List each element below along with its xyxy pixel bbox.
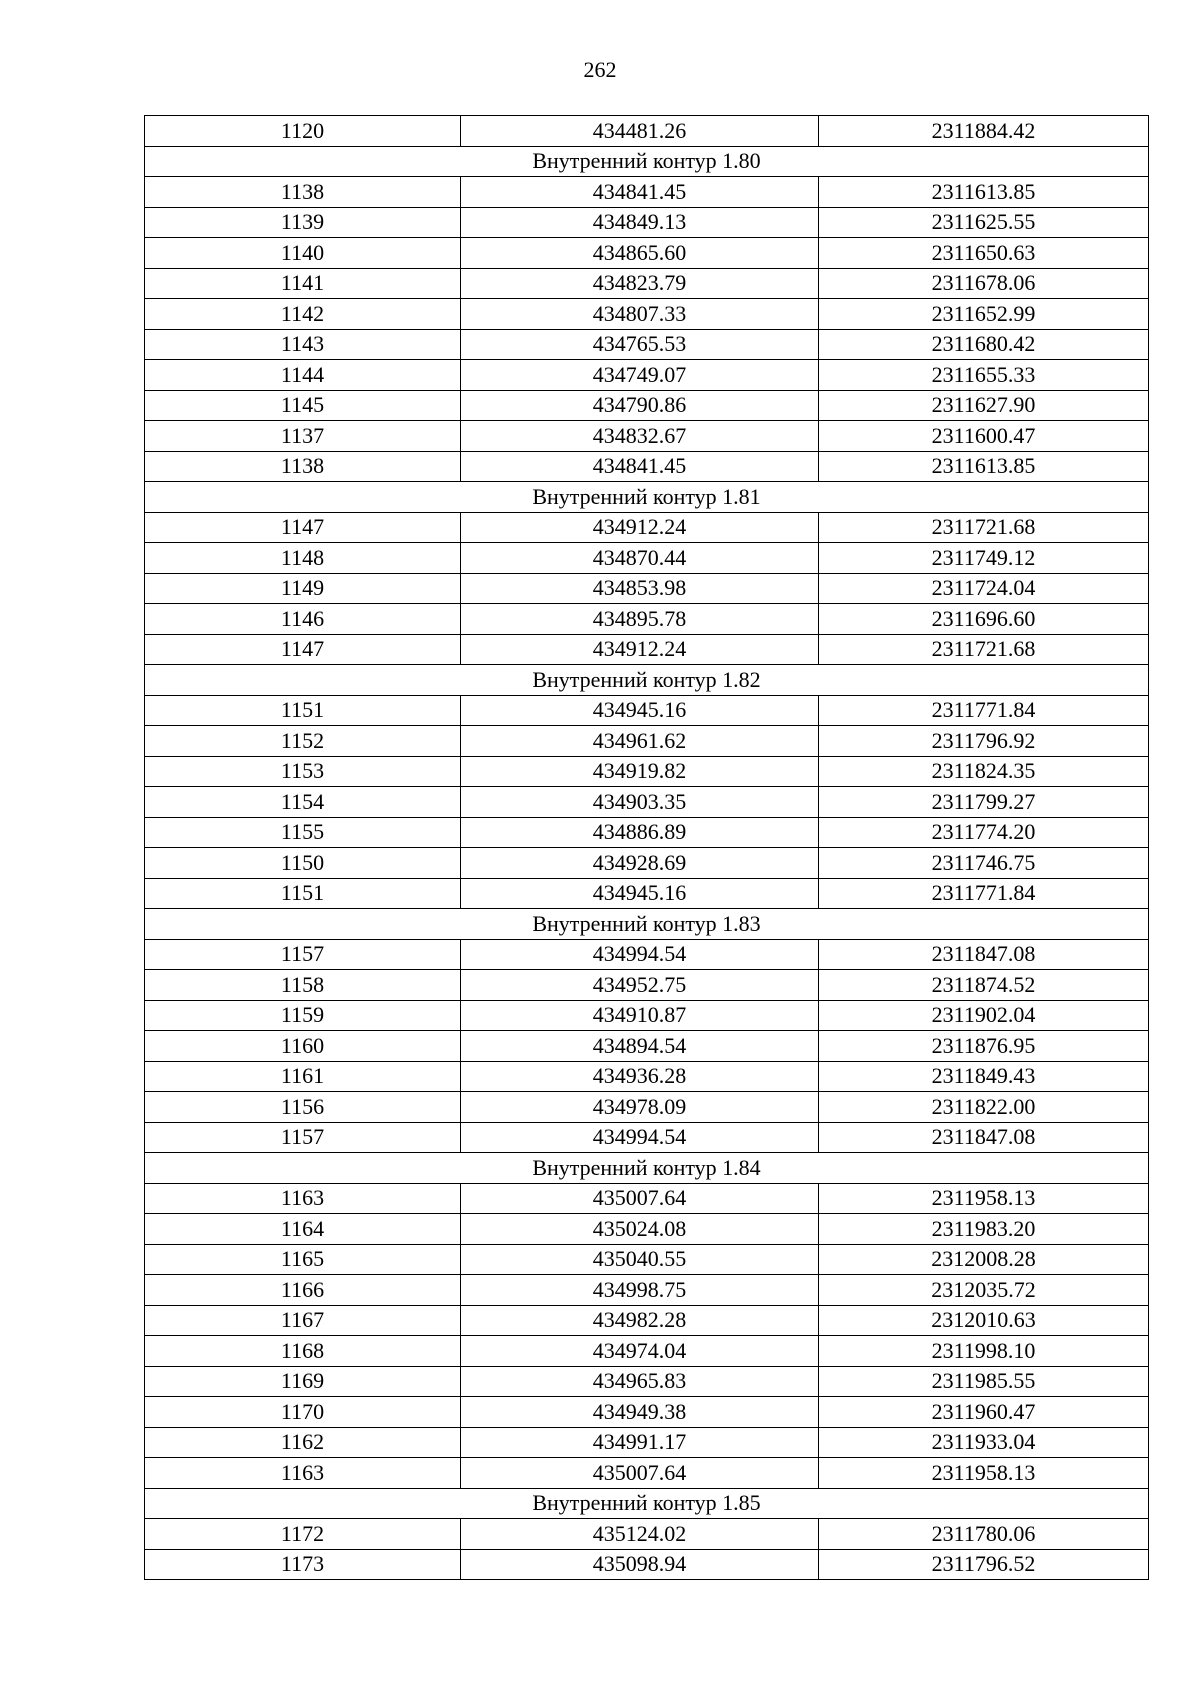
point-number-cell: 1150 bbox=[145, 848, 461, 879]
x-coordinate-cell: 434886.89 bbox=[461, 817, 819, 848]
point-number-cell: 1147 bbox=[145, 634, 461, 665]
y-coordinate-cell: 2311958.13 bbox=[819, 1458, 1149, 1489]
table-row bbox=[145, 451, 1149, 482]
table-row bbox=[145, 1366, 1149, 1397]
point-number-cell: 1141 bbox=[145, 268, 461, 299]
y-coordinate-cell: 2311822.00 bbox=[819, 1092, 1149, 1123]
x-coordinate-cell: 434841.45 bbox=[461, 177, 819, 208]
y-coordinate-cell: 2311613.85 bbox=[819, 177, 1149, 208]
x-coordinate-cell: 434994.54 bbox=[461, 1122, 819, 1153]
x-coordinate-cell: 435007.64 bbox=[461, 1458, 819, 1489]
x-coordinate-cell: 434974.04 bbox=[461, 1336, 819, 1367]
y-coordinate-cell: 2311849.43 bbox=[819, 1061, 1149, 1092]
table-row bbox=[145, 1519, 1149, 1550]
x-coordinate-cell: 434765.53 bbox=[461, 329, 819, 360]
y-coordinate-cell: 2312010.63 bbox=[819, 1305, 1149, 1336]
y-coordinate-cell: 2311799.27 bbox=[819, 787, 1149, 818]
y-coordinate-cell: 2311985.55 bbox=[819, 1366, 1149, 1397]
point-number-cell: 1151 bbox=[145, 878, 461, 909]
point-number-cell: 1154 bbox=[145, 787, 461, 818]
point-number-cell: 1169 bbox=[145, 1366, 461, 1397]
y-coordinate-cell: 2311625.55 bbox=[819, 207, 1149, 238]
point-number-cell: 1159 bbox=[145, 1000, 461, 1031]
x-coordinate-cell: 434945.16 bbox=[461, 878, 819, 909]
coordinates-table bbox=[144, 115, 1149, 1580]
point-number-cell: 1148 bbox=[145, 543, 461, 574]
point-number-cell: 1158 bbox=[145, 970, 461, 1001]
table-row bbox=[145, 726, 1149, 757]
x-coordinate-cell: 435040.55 bbox=[461, 1244, 819, 1275]
y-coordinate-cell: 2311771.84 bbox=[819, 878, 1149, 909]
point-number-cell: 1138 bbox=[145, 451, 461, 482]
y-coordinate-cell: 2311902.04 bbox=[819, 1000, 1149, 1031]
y-coordinate-cell: 2311749.12 bbox=[819, 543, 1149, 574]
section-title: Внутренний контур 1.81 bbox=[145, 482, 1149, 513]
table-row bbox=[145, 1458, 1149, 1489]
section-title: Внутренний контур 1.82 bbox=[145, 665, 1149, 696]
x-coordinate-cell: 434928.69 bbox=[461, 848, 819, 879]
table-row bbox=[145, 1305, 1149, 1336]
table-row bbox=[145, 1061, 1149, 1092]
table-row bbox=[145, 299, 1149, 330]
section-header-row bbox=[145, 146, 1149, 177]
point-number-cell: 1144 bbox=[145, 360, 461, 391]
table-row bbox=[145, 329, 1149, 360]
point-number-cell: 1156 bbox=[145, 1092, 461, 1123]
y-coordinate-cell: 2311874.52 bbox=[819, 970, 1149, 1001]
y-coordinate-cell: 2311613.85 bbox=[819, 451, 1149, 482]
point-number-cell: 1165 bbox=[145, 1244, 461, 1275]
x-coordinate-cell: 435007.64 bbox=[461, 1183, 819, 1214]
x-coordinate-cell: 434895.78 bbox=[461, 604, 819, 635]
y-coordinate-cell: 2311933.04 bbox=[819, 1427, 1149, 1458]
x-coordinate-cell: 434894.54 bbox=[461, 1031, 819, 1062]
table-row bbox=[145, 1549, 1149, 1580]
table-row bbox=[145, 634, 1149, 665]
section-header-row bbox=[145, 909, 1149, 940]
x-coordinate-cell: 434945.16 bbox=[461, 695, 819, 726]
x-coordinate-cell: 435024.08 bbox=[461, 1214, 819, 1245]
table-row bbox=[145, 512, 1149, 543]
y-coordinate-cell: 2311998.10 bbox=[819, 1336, 1149, 1367]
point-number-cell: 1152 bbox=[145, 726, 461, 757]
y-coordinate-cell: 2311652.99 bbox=[819, 299, 1149, 330]
section-title: Внутренний контур 1.80 bbox=[145, 146, 1149, 177]
y-coordinate-cell: 2311655.33 bbox=[819, 360, 1149, 391]
table-row bbox=[145, 787, 1149, 818]
y-coordinate-cell: 2311721.68 bbox=[819, 634, 1149, 665]
point-number-cell: 1157 bbox=[145, 1122, 461, 1153]
point-number-cell: 1173 bbox=[145, 1549, 461, 1580]
y-coordinate-cell: 2311824.35 bbox=[819, 756, 1149, 787]
y-coordinate-cell: 2311696.60 bbox=[819, 604, 1149, 635]
x-coordinate-cell: 434978.09 bbox=[461, 1092, 819, 1123]
y-coordinate-cell: 2311847.08 bbox=[819, 1122, 1149, 1153]
y-coordinate-cell: 2311600.47 bbox=[819, 421, 1149, 452]
point-number-cell: 1157 bbox=[145, 939, 461, 970]
table-row bbox=[145, 878, 1149, 909]
section-header-row bbox=[145, 1488, 1149, 1519]
table-row bbox=[145, 970, 1149, 1001]
x-coordinate-cell: 434991.17 bbox=[461, 1427, 819, 1458]
y-coordinate-cell: 2311746.75 bbox=[819, 848, 1149, 879]
x-coordinate-cell: 434936.28 bbox=[461, 1061, 819, 1092]
x-coordinate-cell: 434749.07 bbox=[461, 360, 819, 391]
point-number-cell: 1164 bbox=[145, 1214, 461, 1245]
table-row bbox=[145, 207, 1149, 238]
y-coordinate-cell: 2311771.84 bbox=[819, 695, 1149, 726]
section-header-row bbox=[145, 665, 1149, 696]
table-row bbox=[145, 1244, 1149, 1275]
table-row bbox=[145, 1122, 1149, 1153]
x-coordinate-cell: 434903.35 bbox=[461, 787, 819, 818]
coordinates-table-body bbox=[145, 116, 1149, 1580]
table-row bbox=[145, 1183, 1149, 1214]
point-number-cell: 1160 bbox=[145, 1031, 461, 1062]
x-coordinate-cell: 434949.38 bbox=[461, 1397, 819, 1428]
table-row bbox=[145, 604, 1149, 635]
table-row bbox=[145, 1275, 1149, 1306]
table-row bbox=[145, 1214, 1149, 1245]
x-coordinate-cell: 434982.28 bbox=[461, 1305, 819, 1336]
x-coordinate-cell: 435098.94 bbox=[461, 1549, 819, 1580]
point-number-cell: 1170 bbox=[145, 1397, 461, 1428]
y-coordinate-cell: 2311650.63 bbox=[819, 238, 1149, 269]
point-number-cell: 1155 bbox=[145, 817, 461, 848]
point-number-cell: 1138 bbox=[145, 177, 461, 208]
table-row bbox=[145, 360, 1149, 391]
table-row bbox=[145, 1031, 1149, 1062]
point-number-cell: 1161 bbox=[145, 1061, 461, 1092]
x-coordinate-cell: 434865.60 bbox=[461, 238, 819, 269]
y-coordinate-cell: 2311724.04 bbox=[819, 573, 1149, 604]
y-coordinate-cell: 2311796.52 bbox=[819, 1549, 1149, 1580]
x-coordinate-cell: 434823.79 bbox=[461, 268, 819, 299]
y-coordinate-cell: 2312035.72 bbox=[819, 1275, 1149, 1306]
y-coordinate-cell: 2311958.13 bbox=[819, 1183, 1149, 1214]
section-header-row bbox=[145, 482, 1149, 513]
y-coordinate-cell: 2311876.95 bbox=[819, 1031, 1149, 1062]
table-row bbox=[145, 543, 1149, 574]
x-coordinate-cell: 434870.44 bbox=[461, 543, 819, 574]
point-number-cell: 1143 bbox=[145, 329, 461, 360]
x-coordinate-cell: 434912.24 bbox=[461, 634, 819, 665]
y-coordinate-cell: 2311847.08 bbox=[819, 939, 1149, 970]
point-number-cell: 1151 bbox=[145, 695, 461, 726]
point-number-cell: 1137 bbox=[145, 421, 461, 452]
point-number-cell: 1163 bbox=[145, 1458, 461, 1489]
section-title: Внутренний контур 1.84 bbox=[145, 1153, 1149, 1184]
point-number-cell: 1167 bbox=[145, 1305, 461, 1336]
table-row bbox=[145, 573, 1149, 604]
point-number-cell: 1149 bbox=[145, 573, 461, 604]
x-coordinate-cell: 434807.33 bbox=[461, 299, 819, 330]
table-row bbox=[145, 1336, 1149, 1367]
point-number-cell: 1168 bbox=[145, 1336, 461, 1367]
x-coordinate-cell: 434965.83 bbox=[461, 1366, 819, 1397]
point-number-cell: 1120 bbox=[145, 116, 461, 147]
point-number-cell: 1153 bbox=[145, 756, 461, 787]
table-row bbox=[145, 421, 1149, 452]
page-number: 262 bbox=[583, 57, 617, 82]
point-number-cell: 1142 bbox=[145, 299, 461, 330]
x-coordinate-cell: 434961.62 bbox=[461, 726, 819, 757]
y-coordinate-cell: 2311884.42 bbox=[819, 116, 1149, 147]
table-row bbox=[145, 268, 1149, 299]
x-coordinate-cell: 434832.67 bbox=[461, 421, 819, 452]
x-coordinate-cell: 434790.86 bbox=[461, 390, 819, 421]
table-row bbox=[145, 848, 1149, 879]
y-coordinate-cell: 2311780.06 bbox=[819, 1519, 1149, 1550]
table-row bbox=[145, 390, 1149, 421]
y-coordinate-cell: 2311721.68 bbox=[819, 512, 1149, 543]
y-coordinate-cell: 2311960.47 bbox=[819, 1397, 1149, 1428]
x-coordinate-cell: 434952.75 bbox=[461, 970, 819, 1001]
x-coordinate-cell: 434994.54 bbox=[461, 939, 819, 970]
x-coordinate-cell: 434853.98 bbox=[461, 573, 819, 604]
y-coordinate-cell: 2311796.92 bbox=[819, 726, 1149, 757]
point-number-cell: 1163 bbox=[145, 1183, 461, 1214]
table-row bbox=[145, 1397, 1149, 1428]
point-number-cell: 1162 bbox=[145, 1427, 461, 1458]
point-number-cell: 1139 bbox=[145, 207, 461, 238]
table-row bbox=[145, 756, 1149, 787]
point-number-cell: 1166 bbox=[145, 1275, 461, 1306]
point-number-cell: 1146 bbox=[145, 604, 461, 635]
y-coordinate-cell: 2311774.20 bbox=[819, 817, 1149, 848]
table-row bbox=[145, 939, 1149, 970]
table-row bbox=[145, 238, 1149, 269]
y-coordinate-cell: 2311627.90 bbox=[819, 390, 1149, 421]
y-coordinate-cell: 2311678.06 bbox=[819, 268, 1149, 299]
point-number-cell: 1140 bbox=[145, 238, 461, 269]
table-row bbox=[145, 116, 1149, 147]
x-coordinate-cell: 434481.26 bbox=[461, 116, 819, 147]
section-title: Внутренний контур 1.83 bbox=[145, 909, 1149, 940]
y-coordinate-cell: 2312008.28 bbox=[819, 1244, 1149, 1275]
x-coordinate-cell: 434912.24 bbox=[461, 512, 819, 543]
table-row bbox=[145, 1427, 1149, 1458]
x-coordinate-cell: 434849.13 bbox=[461, 207, 819, 238]
x-coordinate-cell: 434841.45 bbox=[461, 451, 819, 482]
table-row bbox=[145, 1000, 1149, 1031]
table-row bbox=[145, 177, 1149, 208]
section-header-row bbox=[145, 1153, 1149, 1184]
section-title: Внутренний контур 1.85 bbox=[145, 1488, 1149, 1519]
point-number-cell: 1172 bbox=[145, 1519, 461, 1550]
y-coordinate-cell: 2311983.20 bbox=[819, 1214, 1149, 1245]
table-row bbox=[145, 1092, 1149, 1123]
point-number-cell: 1145 bbox=[145, 390, 461, 421]
x-coordinate-cell: 434910.87 bbox=[461, 1000, 819, 1031]
x-coordinate-cell: 434919.82 bbox=[461, 756, 819, 787]
table-row bbox=[145, 695, 1149, 726]
point-number-cell: 1147 bbox=[145, 512, 461, 543]
table-row bbox=[145, 817, 1149, 848]
x-coordinate-cell: 435124.02 bbox=[461, 1519, 819, 1550]
y-coordinate-cell: 2311680.42 bbox=[819, 329, 1149, 360]
x-coordinate-cell: 434998.75 bbox=[461, 1275, 819, 1306]
